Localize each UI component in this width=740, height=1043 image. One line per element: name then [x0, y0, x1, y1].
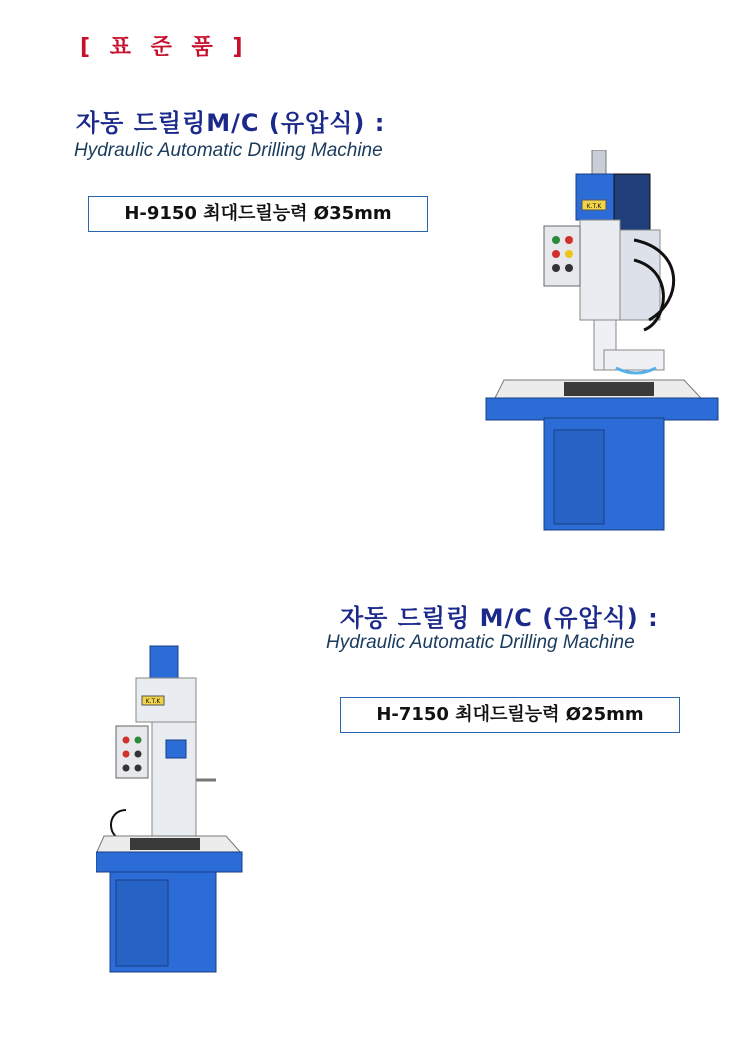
section1-model-box: H-9150 최대드릴능력 Ø35mm: [88, 196, 428, 232]
machine-label: K.T.K: [586, 203, 602, 210]
section2-title-korean: 자동 드릴링 M/C (유압식) :: [340, 604, 659, 632]
section2-title-english: Hydraulic Automatic Drilling Machine: [326, 632, 635, 653]
drilling-machine-h7150-image: [96, 640, 246, 980]
section1-title-korean: 자동 드릴링M/C (유압식) :: [76, 109, 386, 137]
drilling-machine-h9150-image: [484, 150, 720, 540]
section2-model-box: H-7150 최대드릴능력 Ø25mm: [340, 697, 680, 733]
machine-label: K.T.K: [145, 698, 161, 705]
standard-label: [ 표 준 품 ]: [80, 35, 249, 60]
section1-title-english: Hydraulic Automatic Drilling Machine: [74, 140, 383, 161]
